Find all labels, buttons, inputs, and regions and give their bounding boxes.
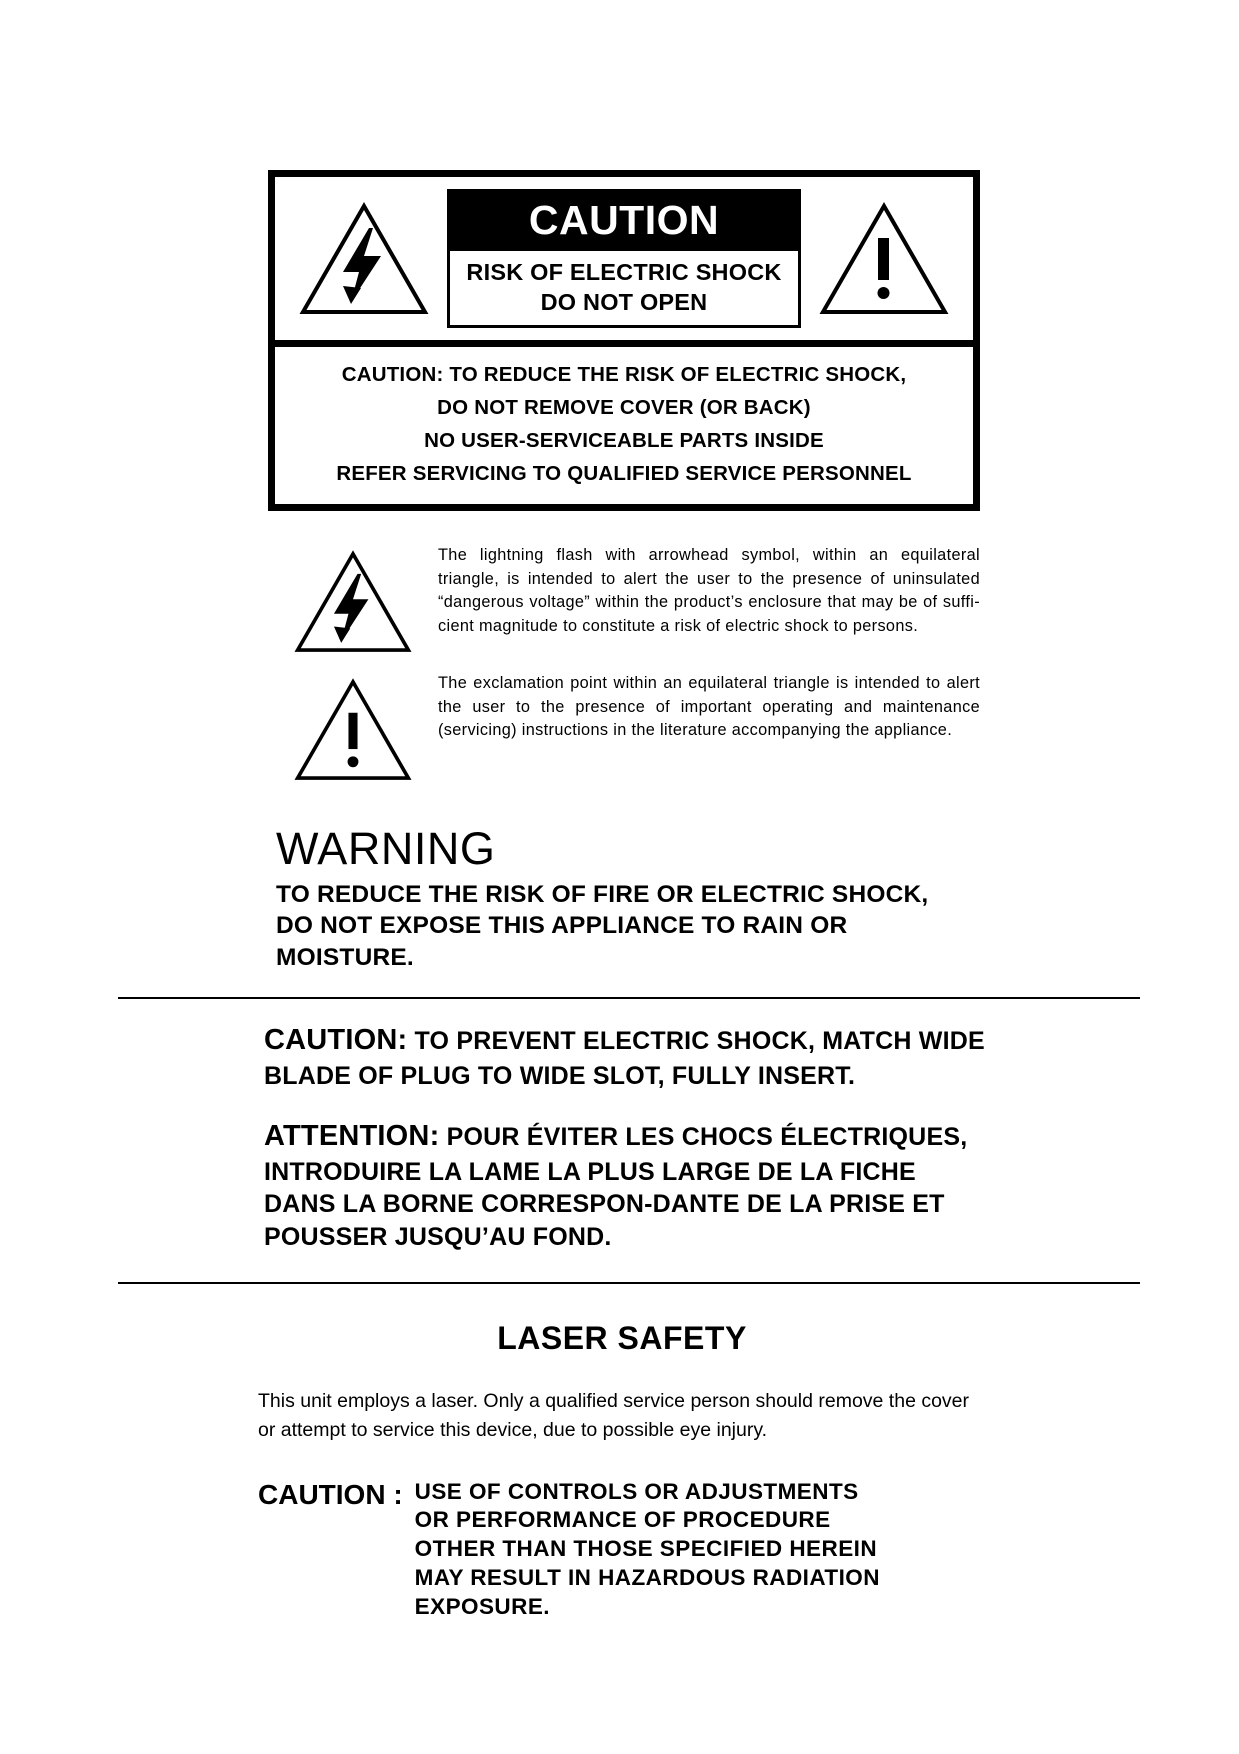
laser-caution-line: OTHER THAN THOSE SPECIFIED HEREIN bbox=[414, 1536, 878, 1562]
laser-caution-line: EXPOSURE. bbox=[414, 1593, 550, 1619]
laser-safety-title: LASER SAFETY bbox=[497, 1320, 747, 1356]
symbol-explanation-exclamation bbox=[268, 670, 980, 784]
plug-caution-block bbox=[264, 1022, 986, 1253]
caution-box-body bbox=[275, 347, 973, 504]
caution-subtitle-line-1: RISK OF ELECTRIC SHOCK bbox=[466, 259, 782, 286]
caution-body-line: CAUTION: TO REDUCE THE RISK OF ELECTRIC SHOCK, bbox=[341, 363, 907, 387]
caution-body-line: DO NOT REMOVE COVER (OR BACK) bbox=[437, 396, 811, 420]
laser-safety-block bbox=[258, 1320, 986, 1621]
plug-attention-paragraph bbox=[264, 1118, 986, 1253]
laser-caution-line: MAY RESULT IN HAZARDOUS RADIATION bbox=[414, 1564, 880, 1590]
caution-body-line: NO USER-SERVICEABLE PARTS INSIDE bbox=[424, 429, 824, 453]
caution-body-line: REFER SERVICING TO QUALIFIED SERVICE PERSONNEL bbox=[336, 462, 912, 486]
horizontal-rule bbox=[118, 997, 1140, 999]
plug-caution-text: TO PREVENT ELECTRIC SHOCK, MATCH WIDE BLADE OF PLUG TO WIDE SLOT, FULLY INSERT. bbox=[264, 1027, 985, 1090]
caution-box bbox=[268, 170, 980, 511]
symbol-explanation-lightning-text: The lightning flash with arrowhead symbol, within an equilateral triangle, is intended to alert the user to the presence of uninsulated “dangerous voltage” within the product’s enclosure that may be of suffi-cient magnitude to constitute a risk of electric shock to persons. bbox=[438, 546, 980, 635]
exclamation-triangle-icon bbox=[809, 189, 959, 328]
caution-box-divider bbox=[275, 340, 973, 347]
symbol-explanations bbox=[268, 542, 980, 798]
lightning-bolt-triangle-icon bbox=[268, 542, 438, 656]
laser-caution-text bbox=[415, 1478, 880, 1622]
warning-line-1: TO REDUCE THE RISK OF FIRE OR ELECTRIC SHOCK, bbox=[276, 881, 929, 908]
horizontal-rule bbox=[118, 1282, 1140, 1284]
plug-caution-paragraph bbox=[264, 1022, 986, 1092]
symbol-explanation-lightning bbox=[268, 542, 980, 656]
warning-line-2: DO NOT EXPOSE THIS APPLIANCE TO RAIN OR MOISTURE. bbox=[276, 912, 848, 971]
plug-attention-text: POUR ÉVITER LES CHOCS ÉLECTRIQUES, INTRODUIRE LA LAME LA PLUS LARGE DE LA FICHE DANS LA BORNE CORRESPON-DANTE DE LA PRISE ET POUSSER JUSQU’AU FOND. bbox=[264, 1123, 968, 1251]
exclamation-triangle-icon bbox=[268, 670, 438, 784]
symbol-explanation-exclamation-text: The exclamation point within an equilateral triangle is intended to alert the user to the presence of important operating and maintenance (servicing) instructions in the literature accompanying the appliance. bbox=[438, 674, 980, 740]
warning-title: WARNING bbox=[276, 823, 496, 874]
warning-block bbox=[276, 823, 986, 973]
laser-caution-row bbox=[258, 1478, 986, 1622]
lightning-bolt-triangle-icon bbox=[289, 189, 439, 328]
laser-caution-line: USE OF CONTROLS OR ADJUSTMENTS bbox=[414, 1478, 859, 1504]
caution-center-panel bbox=[447, 189, 801, 328]
caution-box-header bbox=[275, 177, 973, 338]
laser-caution-line: OR PERFORMANCE OF PROCEDURE bbox=[414, 1507, 831, 1533]
caution-subtitle bbox=[450, 251, 798, 325]
caution-subtitle-line-2: DO NOT OPEN bbox=[540, 289, 708, 316]
plug-attention-label: ATTENTION: bbox=[264, 1120, 440, 1153]
caution-title: CAUTION bbox=[450, 192, 798, 251]
plug-caution-label: CAUTION: bbox=[264, 1024, 408, 1056]
laser-caution-label: CAUTION : bbox=[258, 1478, 403, 1510]
laser-safety-body: This unit employs a laser. Only a qualified service person should remove the cover or attempt to service this device, due to possible eye injury. bbox=[258, 1390, 970, 1442]
